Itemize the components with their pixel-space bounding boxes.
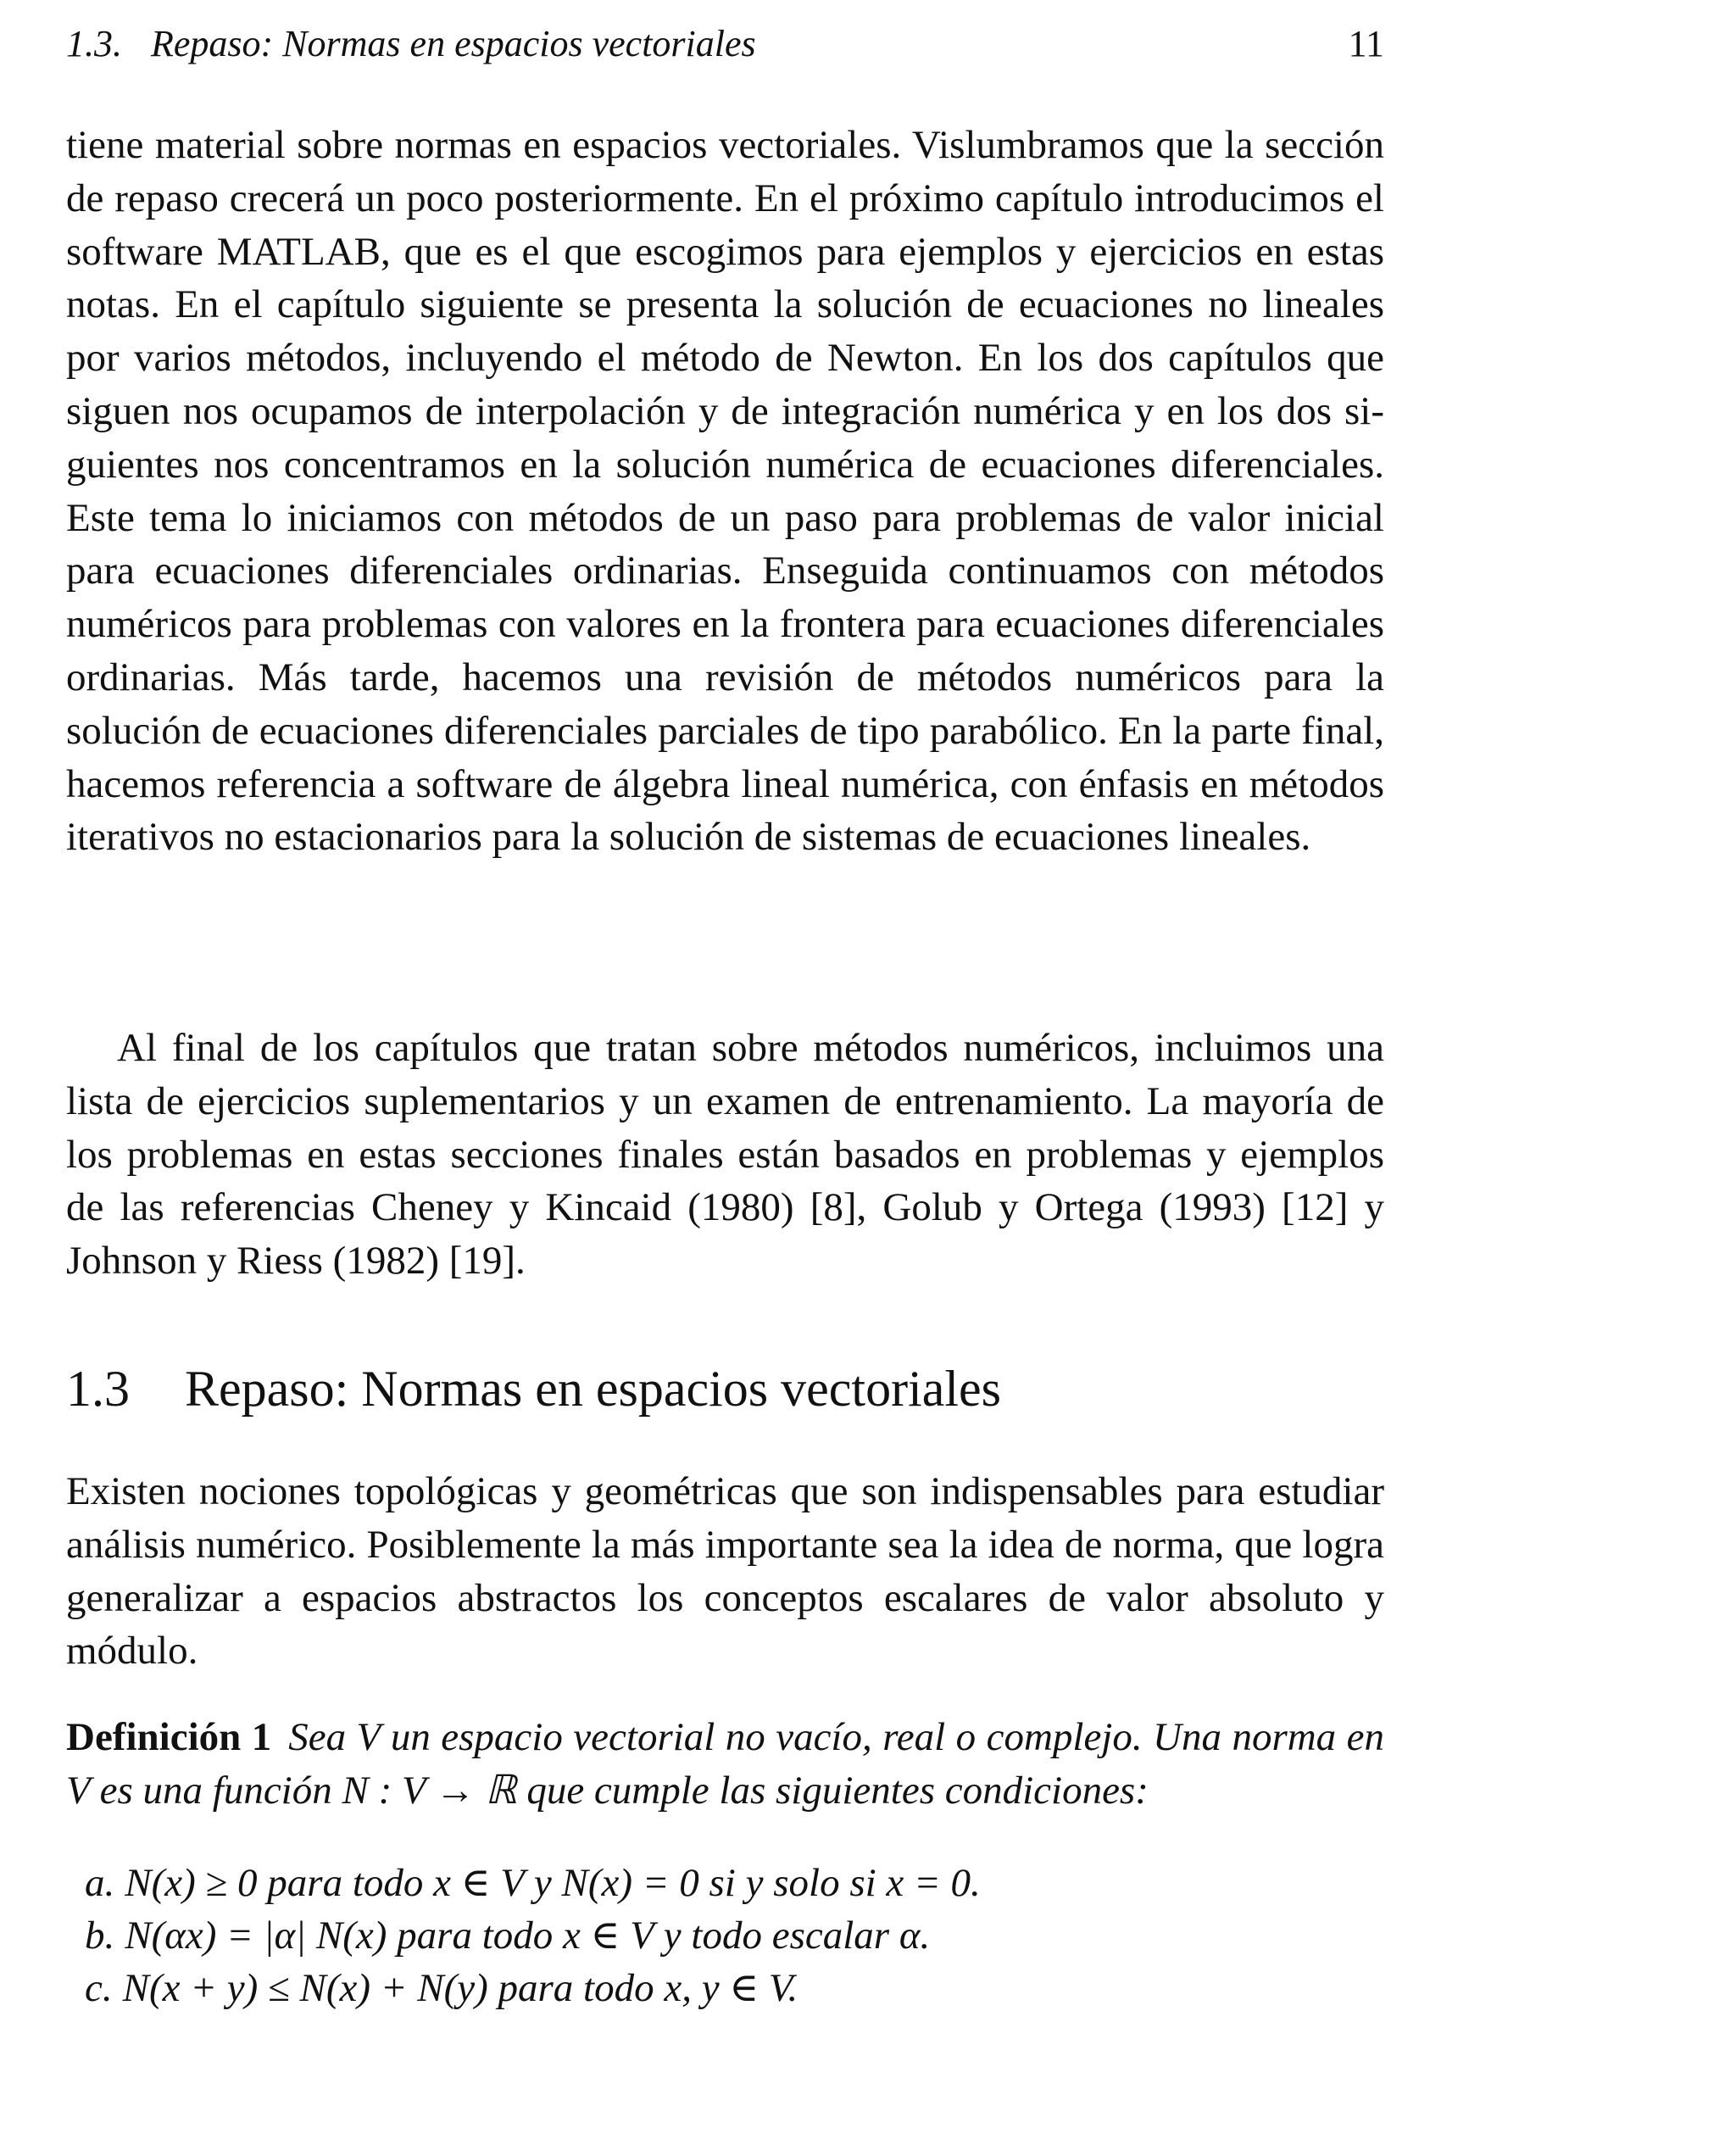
page-number: 11 xyxy=(1348,23,1384,64)
running-head xyxy=(66,22,1384,73)
running-head-title xyxy=(66,22,756,65)
running-head-section-title: Repaso: Normas en espacios vectoriales xyxy=(151,23,756,64)
condition-b-label: b. xyxy=(85,1913,115,1958)
definition-block xyxy=(66,1711,1384,1818)
body-paragraph-1: tiene material sobre normas en espacios vectoriales. Vislumbramos que la sección de repaso crecerá un poco posteriormente. En el próximo capítulo introducimos el software MATLAB, que es el que escogimos para ejemplos y ejercicios en estas notas. En el capítulo siguiente se presenta la solución de ecuaciones no lineales por varios métodos, incluyendo el método de Newton. En los dos capítulos que siguen nos ocupamos de interpolación y de integración numérica y en los dos siguientes nos concentramos en la solución numérica de ecuaciones diferenciales. Este tema lo iniciamos con métodos de un paso para problemas de valor inicial para ecuaciones diferenciales ordinarias. Enseguida continuamos con métodos numéricos para problemas con valores en la frontera para ecuaciones diferenciales ordinarias. Más tarde, hacemos una revisión de métodos numéricos para la solución de ecuaciones diferenciales parciales de tipo parabólico. En la parte final, hacemos referencia a software de álgebra lineal numérica, con énfasis en métodos iterativos no estacionarios para la solución de sistemas de ecuaciones lineales. xyxy=(66,123,1384,860)
condition-a-label: a. xyxy=(85,1861,115,1905)
section-heading xyxy=(66,1358,1384,1419)
condition-c-text: N(x + y) ≤ N(x) + N(y) para todo x, y ∈ V. xyxy=(122,1966,798,2010)
section-number: 1.3 xyxy=(66,1361,130,1417)
section-paragraph: Existen nociones topológicas y geométricas que son indispensables para estudiar análisis numérico. Posiblemente la más importante sea la idea de norma, que logra generalizar a espacios abstractos los conceptos escalares de valor absoluto y módulo. xyxy=(66,1469,1384,1674)
condition-b xyxy=(85,1909,1384,1962)
condition-a-text: N(x) ≥ 0 para todo x ∈ V y N(x) = 0 si y solo si x = 0. xyxy=(125,1861,981,1905)
condition-c-label: c. xyxy=(85,1966,113,2010)
section-title: Repaso: Normas en espacios vectoriales xyxy=(185,1361,1002,1417)
definition-text: Sea V un espacio vectorial no vacío, real o complejo. Una norma en V es una función N : V → ℝ que cumple las siguientes condiciones: xyxy=(66,1715,1384,1813)
condition-b-text: N(αx) = |α| N(x) para todo x ∈ V y todo escalar α. xyxy=(125,1913,931,1958)
condition-c xyxy=(85,1962,1384,2014)
definition-label: Definición 1 xyxy=(66,1715,272,1759)
running-head-section-number: 1.3. xyxy=(66,23,122,64)
definition-conditions xyxy=(85,1857,1384,2014)
condition-a xyxy=(85,1857,1384,1909)
body-paragraph-2: Al final de los capítulos que tratan sobre métodos numéricos, incluimos una lista de ejercicios suplementarios y un examen de entrenamiento. La mayoría de los problemas en estas secciones finales están basados en problemas y ejemplos de las referencias Cheney y Kincaid (1980) [8], Golub y Ortega (1993) [12] y Johnson y Riess (1982) [19]. xyxy=(66,1026,1384,1284)
